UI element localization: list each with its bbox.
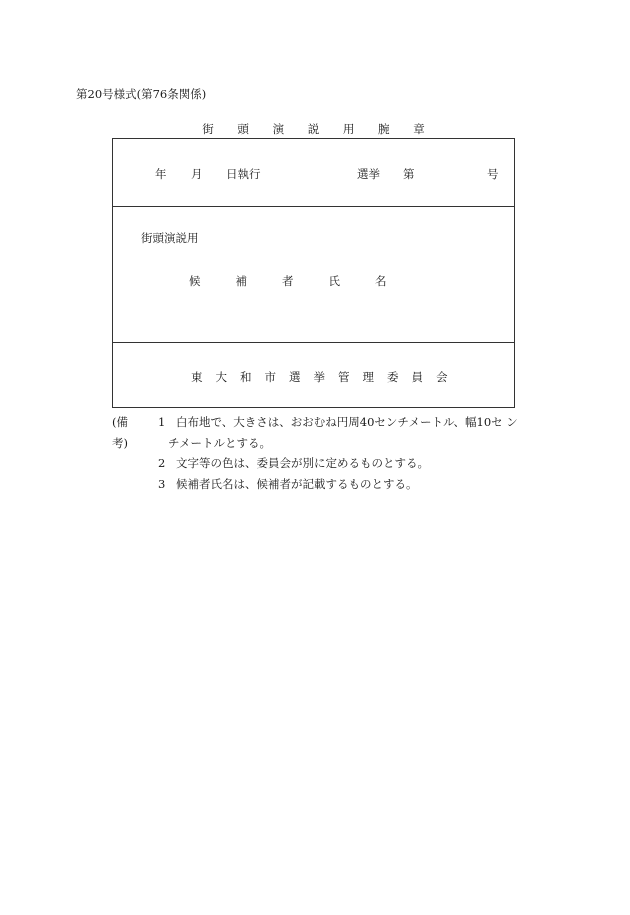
day-execution-label: 日執行	[226, 167, 261, 181]
document-title: 街 頭 演 説 用 腕 章	[202, 122, 435, 136]
note-3-number: 3	[158, 476, 166, 491]
note-2-line-1: 文字等の色は、委員会が別に定めるものとする。	[176, 456, 429, 470]
election-label: 選挙	[357, 167, 380, 181]
candidate-name-label: 候補者氏名	[189, 274, 422, 288]
note-1-number: 1	[158, 415, 166, 429]
note-1-line-1: 白布地で、大きさは、おおむね円周40センチメートル、幅10セ ン	[176, 415, 518, 429]
committee-row	[113, 343, 514, 407]
note-3-line-1: 候補者氏名は、候補者が記載するものとする。	[176, 476, 418, 491]
street-speech-label: 街頭演説用	[141, 231, 199, 245]
month-label: 月	[191, 167, 203, 181]
note-1-line-2: チメートルとする。	[168, 435, 272, 450]
candidate-row	[113, 207, 514, 343]
go-label: 号	[487, 167, 499, 181]
notes-label: (備考)	[112, 415, 128, 450]
year-label: 年	[155, 167, 167, 181]
execution-date-row	[113, 139, 514, 207]
form-number: 第20号様式(第76条関係)	[76, 87, 207, 101]
committee-name: 東大和市選挙管理委員会	[191, 370, 461, 384]
dai-label: 第	[403, 167, 415, 181]
armband-frame	[112, 138, 515, 408]
note-2-number: 2	[158, 456, 166, 470]
